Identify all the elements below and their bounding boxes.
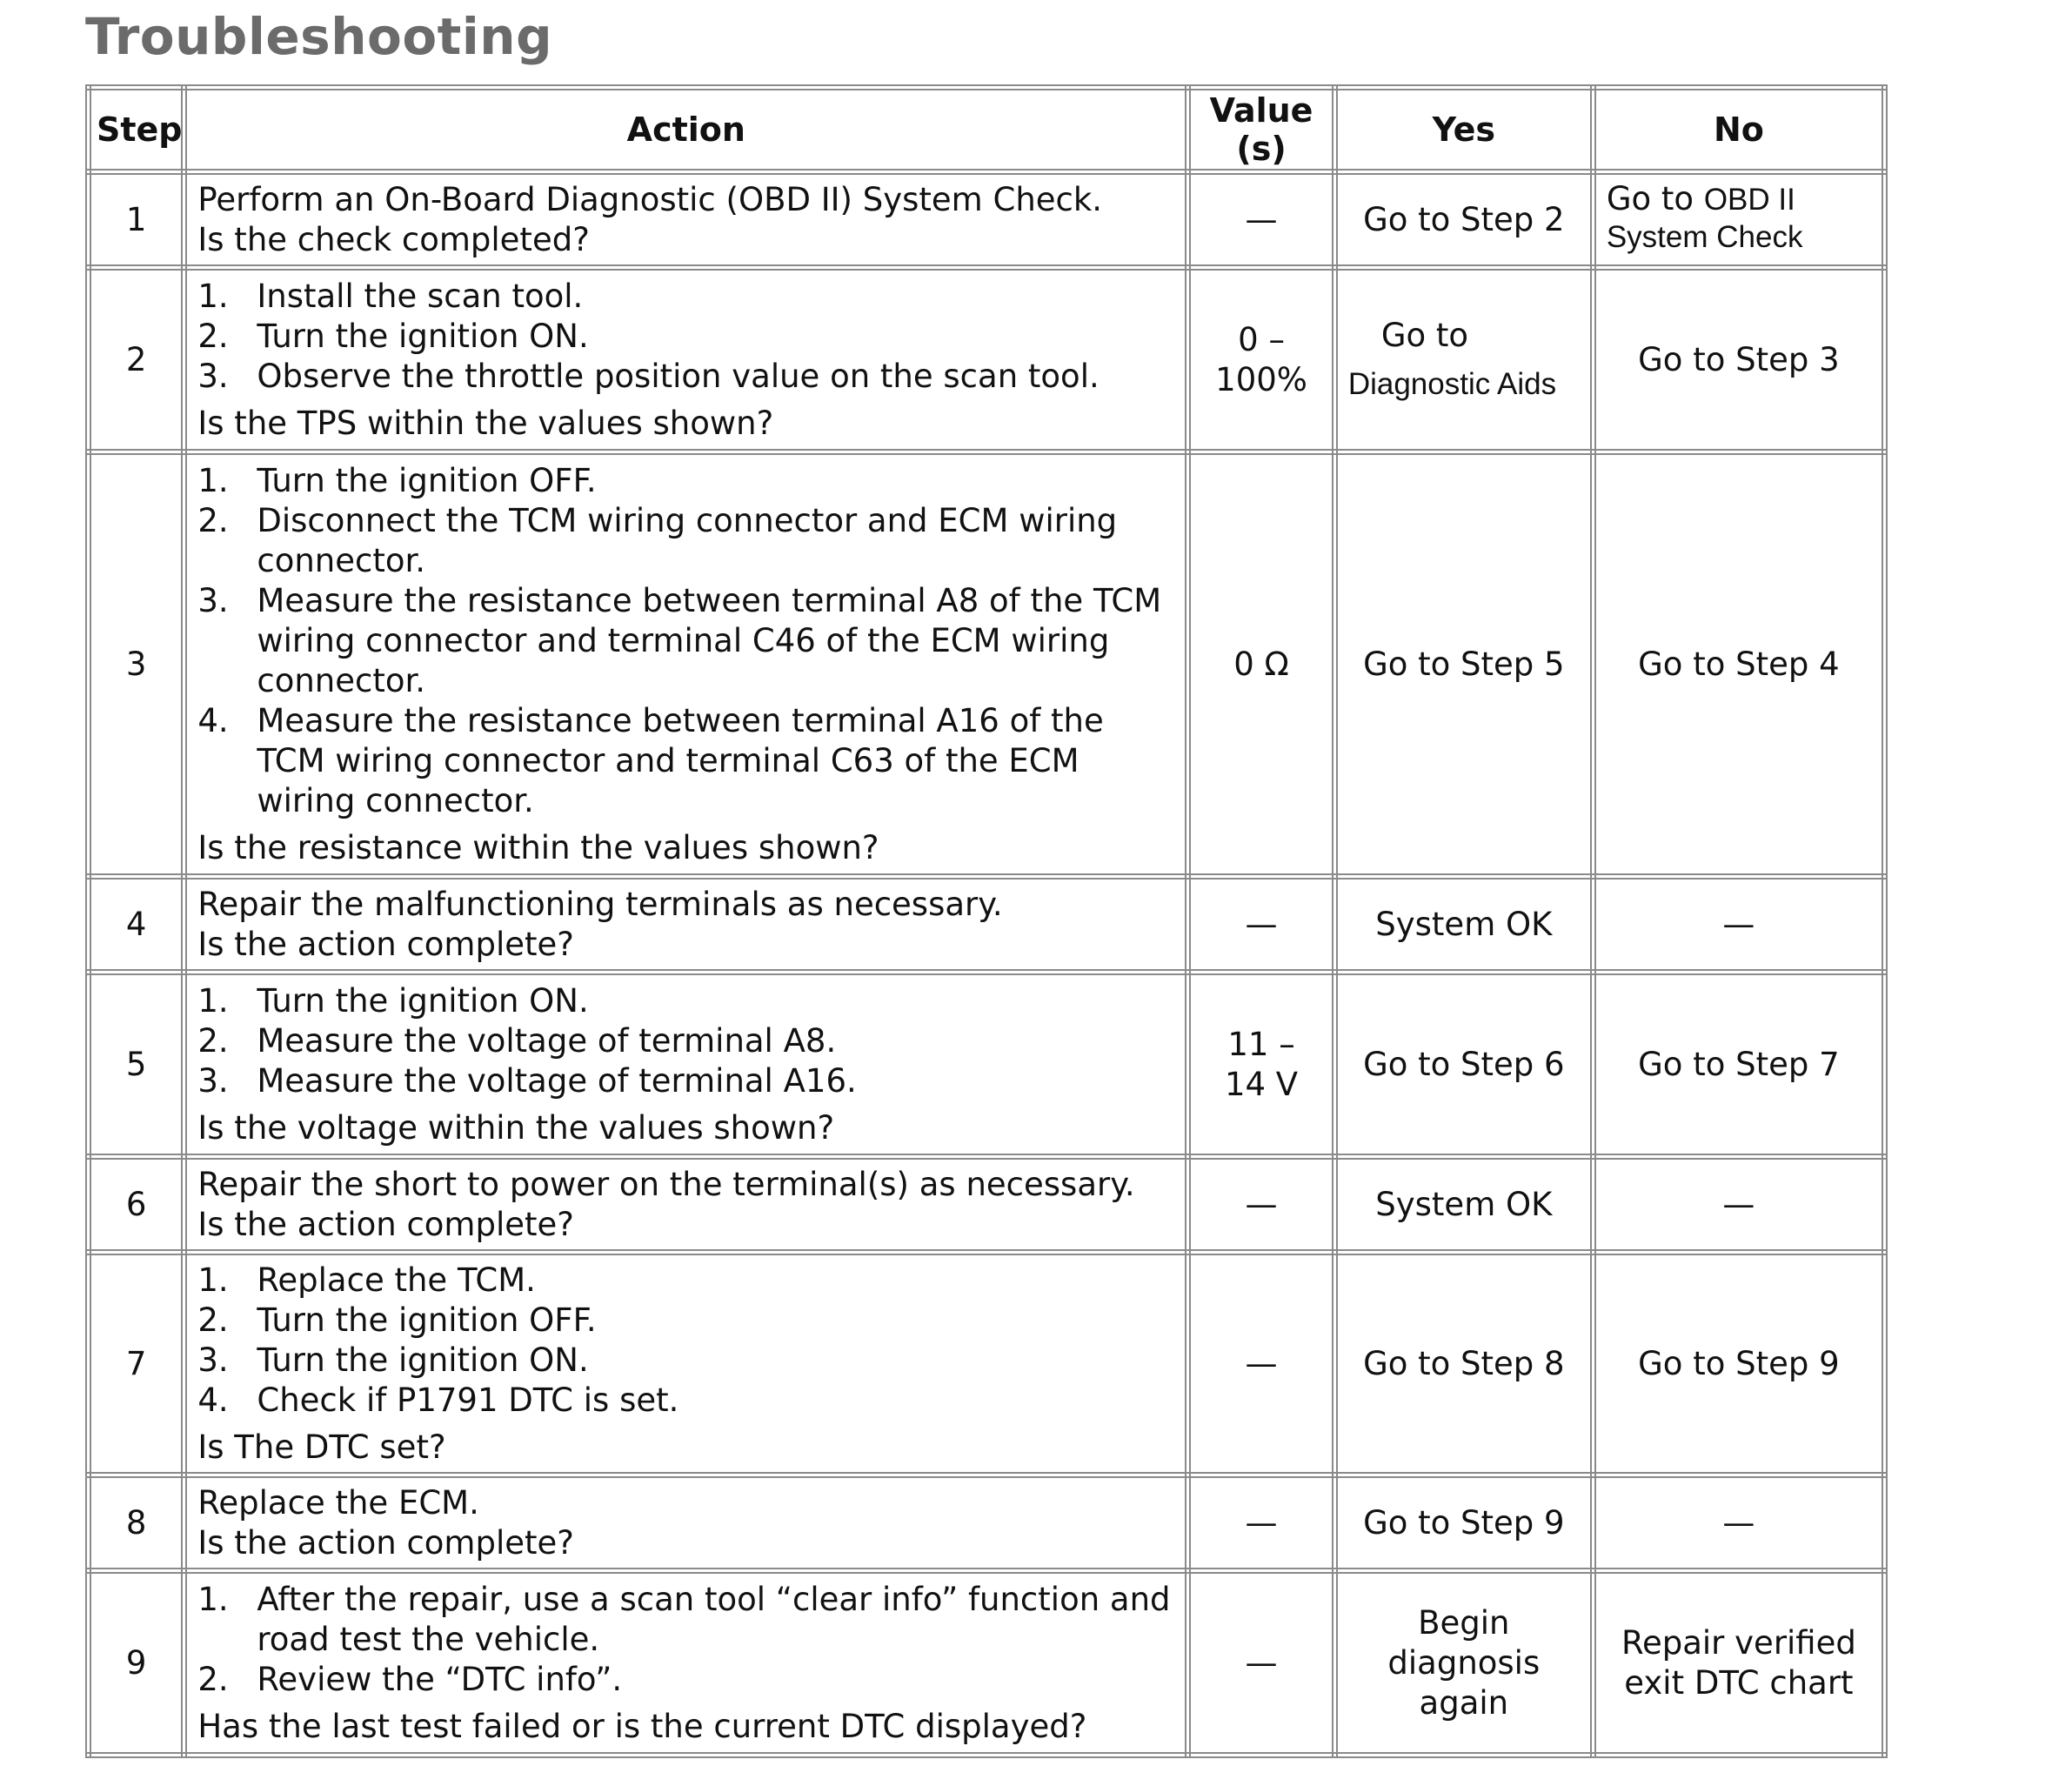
action-list-item [197, 501, 1174, 581]
action-cell [184, 268, 1188, 452]
step-number: 2 [89, 268, 184, 452]
yes-cell: Go to Step 6 [1334, 973, 1593, 1157]
header-step: Step [89, 88, 184, 172]
no-cell: — [1593, 877, 1884, 973]
header-value-line2: (s) [1236, 130, 1287, 168]
step-number: 8 [89, 1475, 184, 1571]
item-text: Turn the ignition ON. [257, 317, 589, 355]
action-list-item [197, 1580, 1174, 1660]
no-line1-a: Go to [1606, 180, 1694, 217]
yes-line1: Go to [1380, 316, 1469, 354]
step-number: 5 [89, 973, 184, 1157]
value-cell: — [1188, 172, 1335, 268]
action-line: Repair the malfunctioning terminals as necessary. [197, 885, 1003, 923]
action-list-item [197, 277, 1174, 317]
item-number: 4. [197, 1381, 229, 1419]
action-question: Is the action complete? [197, 1523, 574, 1562]
value-cell: — [1188, 1475, 1335, 1571]
header-value-line1: Value [1209, 91, 1313, 130]
value-cell: — [1188, 877, 1335, 973]
table-row-step-3 [89, 452, 1885, 877]
no-line2: System Check [1606, 220, 1803, 254]
item-number: 1. [197, 1580, 229, 1618]
item-text: Install the scan tool. [257, 277, 584, 315]
action-list-item [197, 317, 1174, 357]
item-text: Turn the ignition OFF. [257, 1301, 597, 1339]
item-text: Replace the TCM. [257, 1261, 536, 1299]
item-number: 1. [197, 1261, 229, 1299]
yes-line1: Begin [1418, 1603, 1510, 1642]
troubleshooting-table [85, 84, 1888, 1758]
action-line: Replace the ECM. [197, 1483, 479, 1522]
header-action: Action [184, 88, 1188, 172]
action-cell [184, 172, 1188, 268]
table-row-step-9 [89, 1571, 1885, 1756]
item-number: 1. [197, 277, 229, 315]
item-text: Disconnect the TCM wiring connector and ECM wiring connector. [257, 501, 1118, 579]
item-text: Turn the ignition ON. [257, 1341, 589, 1379]
yes-line3: again [1419, 1683, 1509, 1722]
action-question: Has the last test failed or is the current DTC displayed? [197, 1707, 1087, 1745]
yes-cell: Go to Step 8 [1334, 1253, 1593, 1475]
item-number: 2. [197, 501, 229, 539]
action-question: Is The DTC set? [197, 1428, 446, 1466]
item-number: 3. [197, 581, 229, 619]
table-row-step-1 [89, 172, 1885, 268]
yes-cell [1334, 268, 1593, 452]
no-cell: Go to Step 9 [1593, 1253, 1884, 1475]
item-number: 4. [197, 701, 229, 739]
action-list [197, 981, 1174, 1101]
action-list [197, 461, 1174, 821]
no-cell: — [1593, 1475, 1884, 1571]
step-number: 1 [89, 172, 184, 268]
action-cell [184, 973, 1188, 1157]
step-number: 4 [89, 877, 184, 973]
item-text: Observe the throttle position value on the scan tool. [257, 357, 1099, 395]
table-row-step-4 [89, 877, 1885, 973]
value-cell: — [1188, 1157, 1335, 1253]
header-row [89, 88, 1885, 172]
table-row-step-6 [89, 1157, 1885, 1253]
yes-cell: System OK [1334, 877, 1593, 973]
value-cell [1188, 268, 1335, 452]
table-row-step-2 [89, 268, 1885, 452]
no-cell: — [1593, 1157, 1884, 1253]
no-cell: Go to Step 3 [1593, 268, 1884, 452]
action-line: Repair the short to power on the terminal(s) as necessary. [197, 1165, 1135, 1203]
item-text: Measure the resistance between terminal A16 of the TCM wiring connector and terminal C63 of the ECM wiring connector. [257, 701, 1104, 819]
item-text: Turn the ignition ON. [257, 981, 589, 1020]
action-list-item [197, 1660, 1174, 1700]
yes-cell: Go to Step 5 [1334, 452, 1593, 877]
action-list-item [197, 701, 1174, 821]
action-cell [184, 1157, 1188, 1253]
no-cell: Go to Step 7 [1593, 973, 1884, 1157]
item-number: 2. [197, 1660, 229, 1698]
action-list-item [197, 357, 1174, 397]
header-no: No [1593, 88, 1884, 172]
item-text: Turn the ignition OFF. [257, 461, 597, 499]
item-text: Review the “DTC info”. [257, 1660, 623, 1698]
action-question: Is the action complete? [197, 1205, 574, 1243]
item-number: 1. [197, 461, 229, 499]
no-line1-b: OBD II [1703, 183, 1795, 217]
page-title: Troubleshooting [85, 7, 553, 66]
item-text: Check if P1791 DTC is set. [257, 1381, 679, 1419]
action-cell [184, 877, 1188, 973]
table-row-step-8 [89, 1475, 1885, 1571]
no-line1 [1607, 179, 1871, 220]
item-text: Measure the resistance between terminal A8 of the TCM wiring connector and terminal C46 of the ECM wiring connector. [257, 581, 1162, 699]
step-number: 9 [89, 1571, 184, 1756]
yes-cell [1334, 1571, 1593, 1756]
action-question: Is the voltage within the values shown? [197, 1108, 835, 1147]
action-question: Is the TPS within the values shown? [197, 404, 774, 442]
action-list-item [197, 1381, 1174, 1421]
yes-line2: diagnosis [1387, 1643, 1541, 1682]
action-question: Is the resistance within the values shown? [197, 828, 879, 866]
action-cell [184, 452, 1188, 877]
action-list [197, 277, 1174, 397]
action-list-item [197, 1261, 1174, 1301]
header-yes: Yes [1334, 88, 1593, 172]
no-line2: exit DTC chart [1624, 1663, 1854, 1702]
item-number: 3. [197, 1061, 229, 1100]
action-question: Is the action complete? [197, 925, 574, 963]
table-row-step-5 [89, 973, 1885, 1157]
no-line1: Repair verified [1621, 1623, 1856, 1662]
value-cell: — [1188, 1571, 1335, 1756]
item-number: 2. [197, 1301, 229, 1339]
item-number: 2. [197, 1021, 229, 1060]
value-line2: 100% [1215, 360, 1307, 398]
item-text: After the repair, use a scan tool “clear info” function and road test the vehicle. [257, 1580, 1171, 1658]
value-cell [1188, 973, 1335, 1157]
value-cell: 0 Ω [1188, 452, 1335, 877]
action-list-item [197, 1341, 1174, 1381]
step-number: 3 [89, 452, 184, 877]
value-cell: — [1188, 1253, 1335, 1475]
action-list-item [197, 581, 1174, 701]
action-list-item [197, 1061, 1174, 1101]
value-line2: 14 V [1224, 1065, 1299, 1103]
value-line1: 0 – [1238, 320, 1285, 358]
no-cell [1593, 172, 1884, 268]
no-cell [1593, 1571, 1884, 1756]
item-number: 3. [197, 1341, 229, 1379]
yes-cell: Go to Step 2 [1334, 172, 1593, 268]
yes-cell: Go to Step 9 [1334, 1475, 1593, 1571]
action-list [197, 1261, 1174, 1421]
item-number: 1. [197, 981, 229, 1020]
step-number: 6 [89, 1157, 184, 1253]
step-number: 7 [89, 1253, 184, 1475]
action-list-item [197, 461, 1174, 501]
item-number: 2. [197, 317, 229, 355]
yes-line2: Diagnostic Aids [1347, 366, 1557, 401]
value-line1: 11 – [1227, 1025, 1295, 1063]
action-question: Is the check completed? [197, 220, 590, 258]
header-value [1188, 88, 1335, 172]
item-text: Measure the voltage of terminal A8. [257, 1021, 837, 1060]
action-list-item [197, 1301, 1174, 1341]
action-cell [184, 1571, 1188, 1756]
no-cell: Go to Step 4 [1593, 452, 1884, 877]
action-list-item [197, 981, 1174, 1021]
table-row-step-7 [89, 1253, 1885, 1475]
yes-cell: System OK [1334, 1157, 1593, 1253]
action-cell [184, 1475, 1188, 1571]
action-list-item [197, 1021, 1174, 1061]
item-text: Measure the voltage of terminal A16. [257, 1061, 857, 1100]
action-cell [184, 1253, 1188, 1475]
action-line: Perform an On-Board Diagnostic (OBD II) System Check. [197, 180, 1103, 218]
item-number: 3. [197, 357, 229, 395]
action-list [197, 1580, 1174, 1700]
